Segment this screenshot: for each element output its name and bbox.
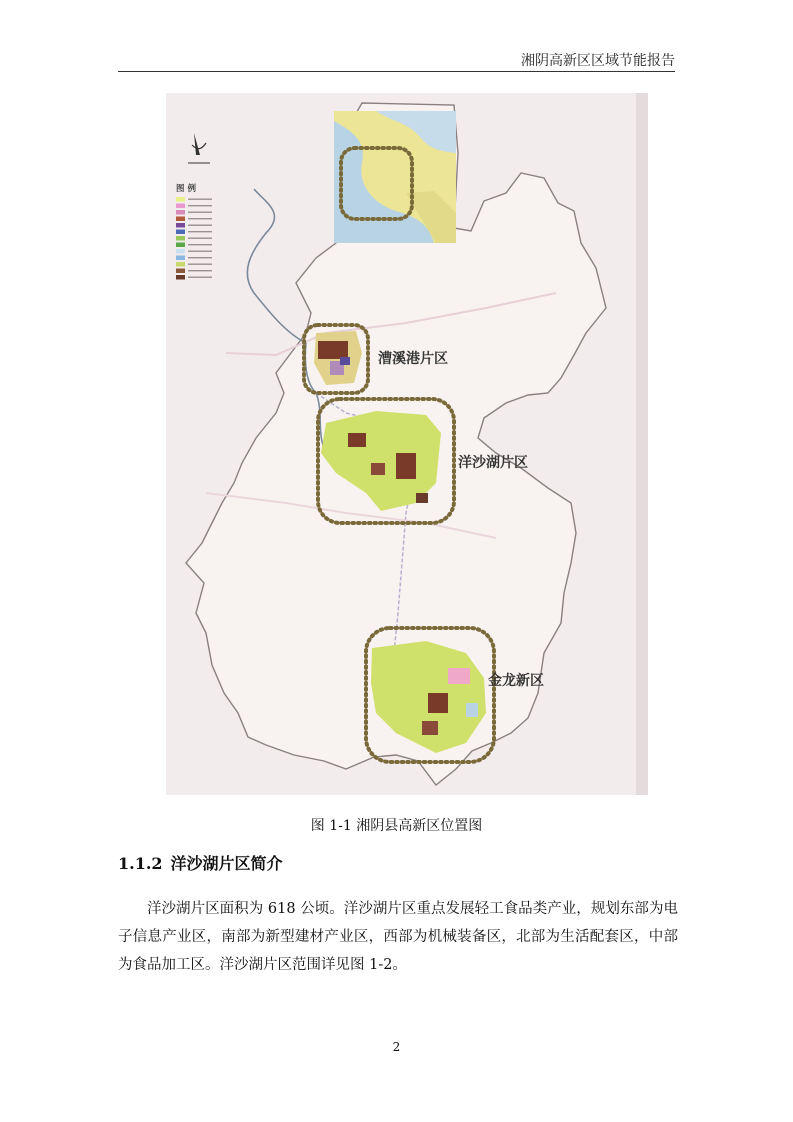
running-header-title: 湘阴高新区区域节能报告 [521, 53, 675, 69]
body-paragraph: 洋沙湖片区面积为 618 公顷。洋沙湖片区重点发展轻工食品类产业，规划东部为电子信息产业区，南部为新型建材产业区，西部为机械装备区，北部为生活配套区，中部为食品加工区。洋沙湖片区范围详见图 1-2。 [118, 901, 678, 973]
section-number: 1.1.2 [118, 854, 163, 873]
legend-swatch [176, 197, 185, 202]
legend-swatch [176, 269, 185, 274]
figure-caption: 图 1-1 湘阴县高新区位置图 [310, 818, 483, 834]
legend-label-placeholder [188, 257, 212, 258]
caoxigang-label: 漕溪港片区 [378, 351, 448, 367]
location-map-figure [166, 93, 648, 795]
section-title: 洋沙湖片区简介 [170, 854, 283, 873]
map-edge-shadow [636, 93, 648, 795]
location-map [166, 93, 648, 795]
legend-swatch [176, 275, 185, 280]
yangshahu-label: 洋沙湖片区 [458, 455, 528, 471]
legend-label-placeholder [188, 231, 212, 232]
legend-swatch [176, 223, 185, 228]
legend-swatch [176, 230, 185, 235]
legend-label-placeholder [188, 199, 212, 200]
legend-swatch [176, 243, 185, 248]
legend-label-placeholder [188, 244, 212, 245]
legend-swatch [176, 262, 185, 267]
legend-title: 图 例 [176, 184, 196, 194]
jinlong-label: 金龙新区 [488, 673, 544, 689]
legend-swatch [176, 210, 185, 215]
legend-label-placeholder [188, 251, 212, 252]
north-inset-map [334, 111, 456, 243]
legend-label-placeholder [188, 264, 212, 265]
legend-label-placeholder [188, 218, 212, 219]
legend-label-placeholder [188, 277, 212, 278]
legend-label-placeholder [188, 270, 212, 271]
legend-label-placeholder [188, 205, 212, 206]
legend-swatch [176, 236, 185, 241]
page-number: 2 [392, 1040, 401, 1054]
section-heading [118, 851, 283, 874]
legend-label-placeholder [188, 212, 212, 213]
legend-swatch [176, 256, 185, 261]
header-rule [118, 71, 675, 72]
legend-swatch [176, 249, 185, 254]
legend-swatch [176, 204, 185, 209]
legend-label-placeholder [188, 238, 212, 239]
legend-label-placeholder [188, 225, 212, 226]
legend-swatch [176, 217, 185, 222]
